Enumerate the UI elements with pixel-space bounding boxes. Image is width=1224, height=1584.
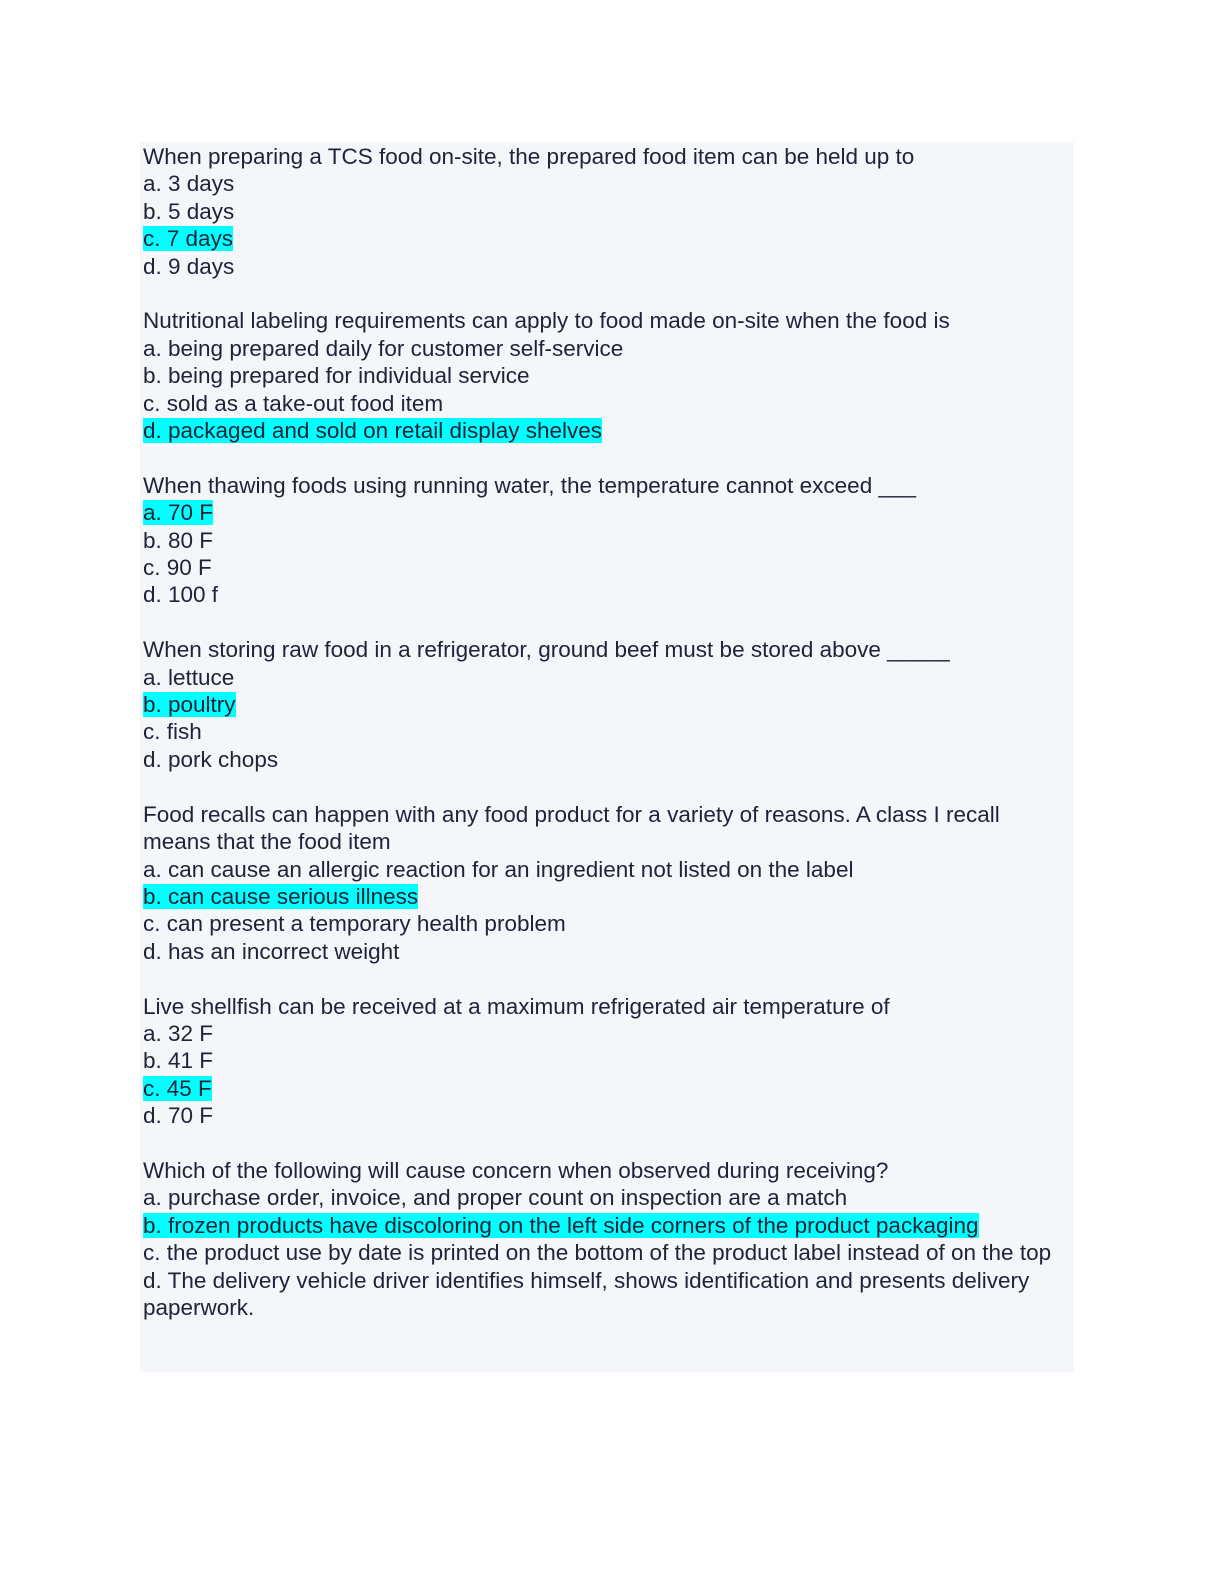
answer-option [143, 1212, 1071, 1239]
answer-option [143, 1047, 1071, 1074]
answer-text: c. fish [143, 719, 202, 745]
question-2 [143, 307, 1071, 444]
answer-text: d. 70 F [143, 1103, 214, 1129]
question-7 [143, 1157, 1071, 1321]
question-stem: When thawing foods using running water, the temperature cannot exceed ___ [143, 472, 916, 498]
highlighted-answer: a. 70 F [143, 500, 214, 526]
answer-option [143, 554, 1071, 581]
question-1 [143, 143, 1071, 280]
answer-option [143, 527, 1071, 554]
answer-text: a. being prepared daily for customer self-service [143, 335, 624, 361]
answer-option [143, 362, 1071, 389]
question-stem: Live shellfish can be received at a maximum refrigerated air temperature of [143, 993, 890, 1019]
highlighted-answer: b. poultry [143, 692, 236, 718]
answer-text: b. 5 days [143, 198, 235, 224]
answer-option [143, 1184, 1071, 1211]
question-stem: Food recalls can happen with any food product for a variety of reasons. A class I recall means that the food item [143, 801, 1000, 855]
answer-text: c. 90 F [143, 555, 212, 581]
question-4 [143, 636, 1071, 773]
highlighted-answer: d. packaged and sold on retail display shelves [143, 418, 603, 444]
answer-option [143, 335, 1071, 362]
highlighted-answer: b. frozen products have discoloring on the left side corners of the product packaging [143, 1212, 979, 1238]
question-6 [143, 993, 1071, 1130]
answer-option [143, 1267, 1071, 1322]
document-content-block [140, 142, 1074, 1372]
highlighted-answer: c. 45 F [143, 1075, 212, 1101]
answer-option [143, 198, 1071, 225]
answer-text: c. can present a temporary health problem [143, 911, 566, 937]
question-stem: When preparing a TCS food on-site, the prepared food item can be held up to [143, 144, 915, 169]
answer-text: d. 9 days [143, 253, 235, 279]
answer-option [143, 718, 1071, 745]
answer-option [143, 225, 1071, 252]
question-stem: Which of the following will cause concern when observed during receiving? [143, 1157, 889, 1183]
answer-option [143, 170, 1071, 197]
answer-option [143, 253, 1071, 280]
answer-option [143, 499, 1071, 526]
answer-option [143, 910, 1071, 937]
answer-text: d. pork chops [143, 746, 279, 772]
answer-option [143, 1020, 1071, 1047]
answer-text: c. sold as a take-out food item [143, 390, 444, 416]
highlighted-answer: c. 7 days [143, 226, 234, 252]
answer-option [143, 938, 1071, 965]
answer-text: d. The delivery vehicle driver identifies himself, shows identification and presents delivery paperwork. [143, 1267, 1030, 1320]
answer-option [143, 417, 1071, 444]
answer-option [143, 883, 1071, 910]
question-stem: Nutritional labeling requirements can apply to food made on-site when the food is [143, 308, 950, 334]
answer-option [143, 1075, 1071, 1102]
answer-text: a. lettuce [143, 664, 235, 690]
question-3 [143, 472, 1071, 609]
answer-option [143, 1102, 1071, 1129]
answer-option [143, 746, 1071, 773]
answer-text: a. purchase order, invoice, and proper count on inspection are a match [143, 1185, 848, 1211]
question-stem: When storing raw food in a refrigerator, ground beef must be stored above _____ [143, 637, 950, 663]
answer-option [143, 581, 1071, 608]
answer-text: b. 80 F [143, 527, 214, 553]
answer-text: b. 41 F [143, 1048, 214, 1074]
answer-option [143, 856, 1071, 883]
question-list [143, 143, 1071, 1349]
answer-text: a. can cause an allergic reaction for an ingredient not listed on the label [143, 856, 854, 882]
answer-text: c. the product use by date is printed on the bottom of the product label instead of on the top [143, 1240, 1052, 1266]
question-5 [143, 801, 1071, 965]
answer-option [143, 1239, 1071, 1266]
answer-text: d. has an incorrect weight [143, 938, 400, 964]
highlighted-answer: b. can cause serious illness [143, 883, 419, 909]
answer-option [143, 691, 1071, 718]
answer-text: b. being prepared for individual service [143, 363, 530, 389]
answer-text: a. 32 F [143, 1020, 214, 1046]
answer-option [143, 664, 1071, 691]
answer-option [143, 390, 1071, 417]
answer-text: d. 100 f [143, 582, 219, 608]
answer-text: a. 3 days [143, 171, 235, 197]
